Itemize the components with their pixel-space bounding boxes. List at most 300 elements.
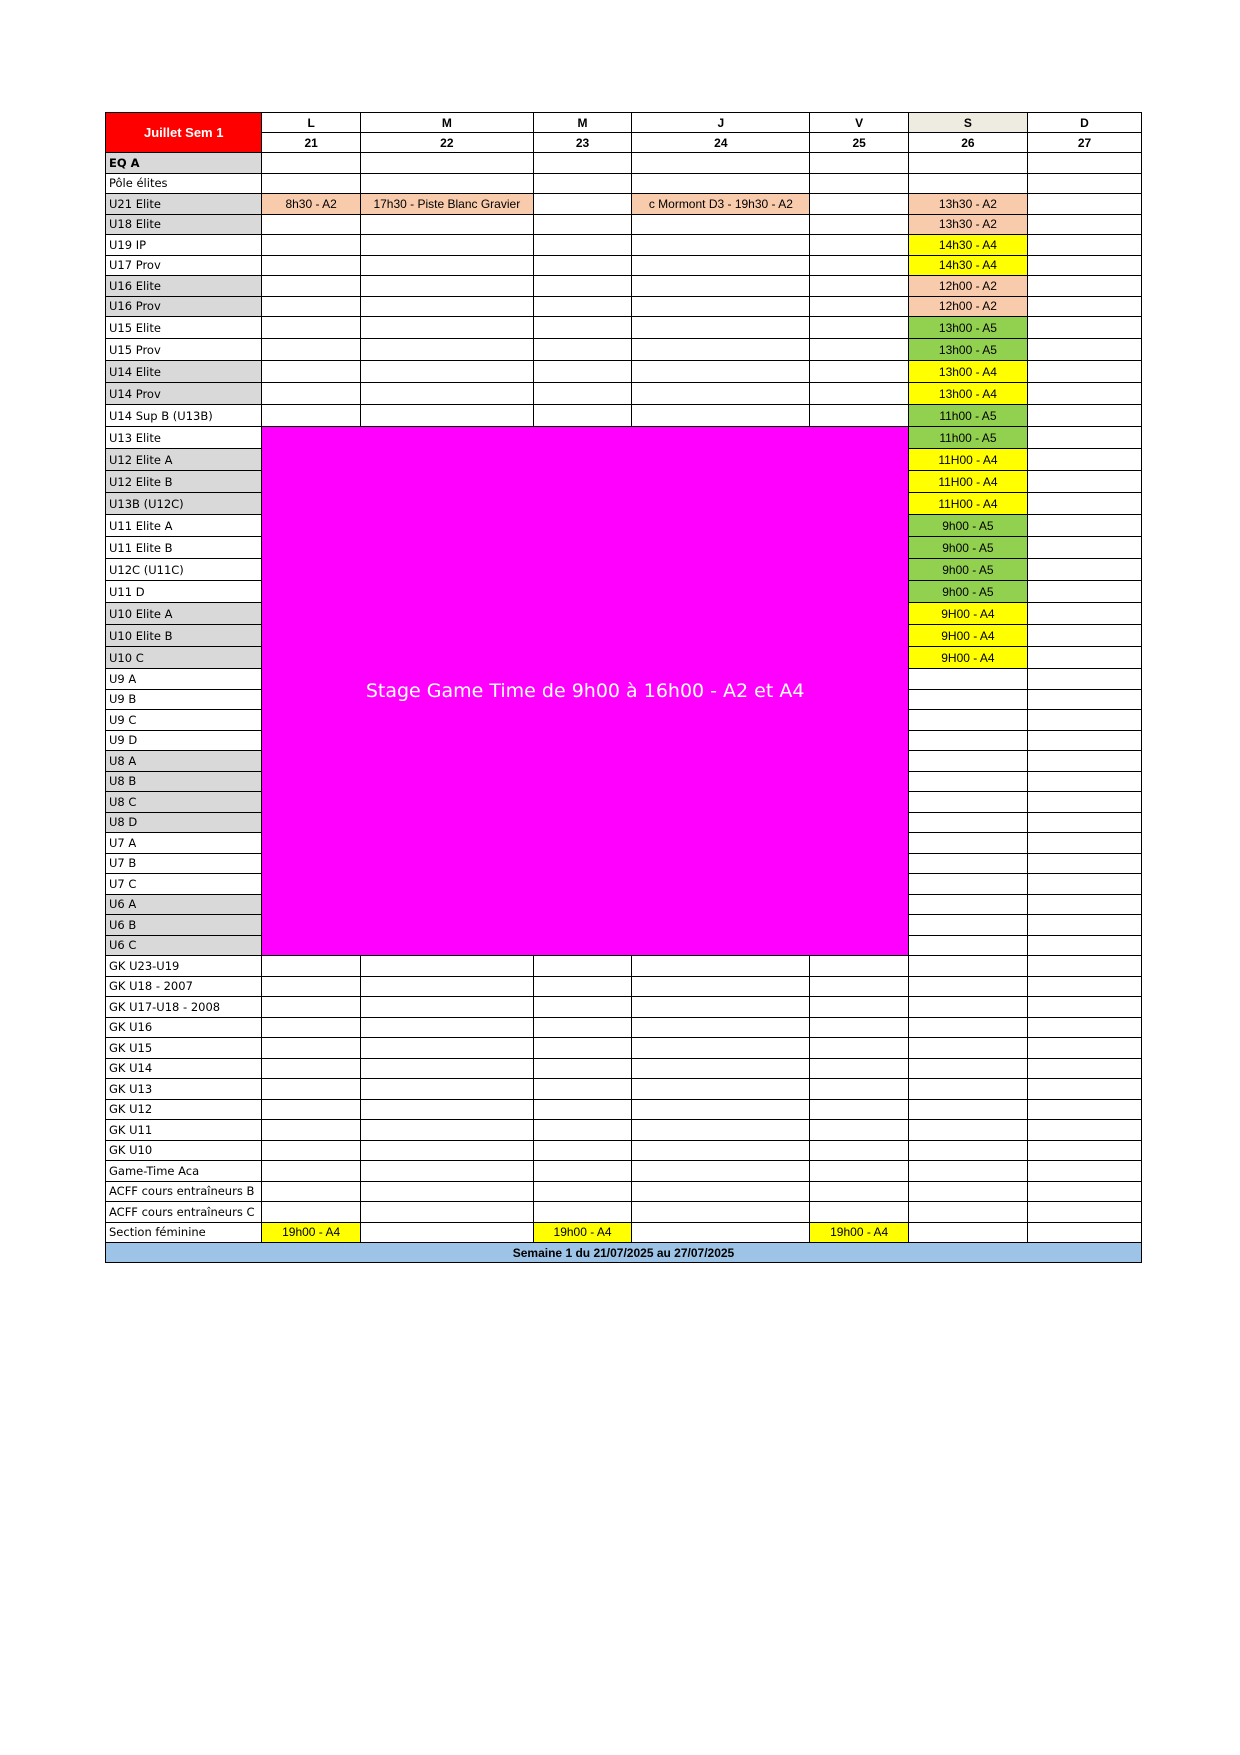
team-name: GK U18 - 2007 bbox=[106, 976, 262, 997]
table-row bbox=[106, 214, 1142, 235]
table-row bbox=[106, 1120, 1142, 1141]
empty-cell bbox=[810, 1038, 908, 1059]
empty-cell bbox=[360, 1140, 533, 1161]
empty-cell bbox=[810, 194, 908, 215]
team-name: U17 Prov bbox=[106, 255, 262, 276]
schedule-slot: 8h30 - A2 bbox=[262, 194, 360, 215]
empty-cell bbox=[533, 214, 631, 235]
day-letter: L bbox=[262, 113, 360, 133]
team-name: U10 C bbox=[106, 647, 262, 669]
empty-cell bbox=[908, 1017, 1027, 1038]
empty-cell bbox=[262, 339, 360, 361]
table-row bbox=[106, 153, 1142, 174]
table-row bbox=[106, 1017, 1142, 1038]
empty-cell bbox=[810, 1181, 908, 1202]
empty-cell bbox=[810, 383, 908, 405]
empty-cell bbox=[533, 956, 631, 977]
empty-cell bbox=[908, 997, 1027, 1018]
empty-cell bbox=[1027, 1017, 1141, 1038]
empty-cell bbox=[1027, 339, 1141, 361]
empty-cell bbox=[1027, 1099, 1141, 1120]
table-row bbox=[106, 405, 1142, 427]
sheet-title: Juillet Sem 1 bbox=[106, 113, 262, 153]
empty-cell bbox=[1027, 1202, 1141, 1223]
schedule-slot: 9h00 - A5 bbox=[908, 537, 1027, 559]
empty-cell bbox=[262, 1161, 360, 1182]
team-name: U15 Prov bbox=[106, 339, 262, 361]
schedule-slot: 13h00 - A5 bbox=[908, 339, 1027, 361]
empty-cell bbox=[632, 1181, 810, 1202]
schedule-slot: 12h00 - A2 bbox=[908, 296, 1027, 317]
day-number: 23 bbox=[533, 133, 631, 153]
table-row bbox=[106, 1099, 1142, 1120]
empty-cell bbox=[632, 976, 810, 997]
team-name: ACFF cours entraîneurs B bbox=[106, 1181, 262, 1202]
empty-cell bbox=[262, 153, 360, 174]
empty-cell bbox=[632, 383, 810, 405]
empty-cell bbox=[533, 235, 631, 256]
empty-cell bbox=[908, 1038, 1027, 1059]
team-name: U15 Elite bbox=[106, 317, 262, 339]
empty-cell bbox=[908, 710, 1027, 731]
empty-cell bbox=[632, 1058, 810, 1079]
empty-cell bbox=[360, 1202, 533, 1223]
empty-cell bbox=[810, 1079, 908, 1100]
empty-cell bbox=[1027, 276, 1141, 297]
empty-cell bbox=[533, 976, 631, 997]
empty-cell bbox=[1027, 471, 1141, 493]
table-row bbox=[106, 255, 1142, 276]
empty-cell bbox=[632, 1017, 810, 1038]
schedule-slot: c Mormont D3 - 19h30 - A2 bbox=[632, 194, 810, 215]
empty-cell bbox=[908, 1099, 1027, 1120]
empty-cell bbox=[360, 296, 533, 317]
empty-cell bbox=[810, 214, 908, 235]
team-name: U11 Elite B bbox=[106, 537, 262, 559]
empty-cell bbox=[908, 1202, 1027, 1223]
schedule-slot: 9h00 - A5 bbox=[908, 581, 1027, 603]
empty-cell bbox=[908, 153, 1027, 174]
empty-cell bbox=[360, 1079, 533, 1100]
empty-cell bbox=[810, 997, 908, 1018]
team-name: U6 B bbox=[106, 915, 262, 936]
day-letter: M bbox=[360, 113, 533, 133]
empty-cell bbox=[262, 1140, 360, 1161]
table-row bbox=[106, 1140, 1142, 1161]
empty-cell bbox=[262, 956, 360, 977]
table-row bbox=[106, 1058, 1142, 1079]
table-row bbox=[106, 956, 1142, 977]
empty-cell bbox=[632, 153, 810, 174]
schedule-slot: 13h00 - A4 bbox=[908, 383, 1027, 405]
empty-cell bbox=[908, 853, 1027, 874]
empty-cell bbox=[533, 383, 631, 405]
empty-cell bbox=[908, 730, 1027, 751]
empty-cell bbox=[632, 317, 810, 339]
empty-cell bbox=[1027, 689, 1141, 710]
empty-cell bbox=[1027, 581, 1141, 603]
schedule-slot: 9h00 - A5 bbox=[908, 559, 1027, 581]
empty-cell bbox=[632, 1202, 810, 1223]
team-name: U14 Prov bbox=[106, 383, 262, 405]
empty-cell bbox=[533, 1181, 631, 1202]
empty-cell bbox=[360, 1120, 533, 1141]
schedule-slot: 9h00 - A5 bbox=[908, 515, 1027, 537]
empty-cell bbox=[1027, 515, 1141, 537]
empty-cell bbox=[810, 173, 908, 194]
empty-cell bbox=[360, 235, 533, 256]
empty-cell bbox=[632, 1079, 810, 1100]
empty-cell bbox=[262, 405, 360, 427]
empty-cell bbox=[908, 1120, 1027, 1141]
team-name: EQ A bbox=[106, 153, 262, 174]
schedule-slot: 11H00 - A4 bbox=[908, 493, 1027, 515]
empty-cell bbox=[360, 361, 533, 383]
empty-cell bbox=[1027, 710, 1141, 731]
team-name: U16 Elite bbox=[106, 276, 262, 297]
table-row bbox=[106, 427, 1142, 449]
empty-cell bbox=[1027, 603, 1141, 625]
table-row bbox=[106, 976, 1142, 997]
team-name: U12C (U11C) bbox=[106, 559, 262, 581]
empty-cell bbox=[908, 935, 1027, 956]
empty-cell bbox=[632, 1140, 810, 1161]
empty-cell bbox=[810, 1120, 908, 1141]
empty-cell bbox=[533, 255, 631, 276]
schedule-slot: 13h00 - A5 bbox=[908, 317, 1027, 339]
empty-cell bbox=[1027, 751, 1141, 772]
empty-cell bbox=[533, 1202, 631, 1223]
empty-cell bbox=[810, 1140, 908, 1161]
empty-cell bbox=[908, 173, 1027, 194]
empty-cell bbox=[360, 214, 533, 235]
empty-cell bbox=[360, 1017, 533, 1038]
empty-cell bbox=[810, 1017, 908, 1038]
empty-cell bbox=[262, 214, 360, 235]
empty-cell bbox=[1027, 214, 1141, 235]
empty-cell bbox=[262, 235, 360, 256]
empty-cell bbox=[632, 956, 810, 977]
schedule-slot: 19h00 - A4 bbox=[810, 1222, 908, 1243]
table-row bbox=[106, 194, 1142, 215]
table-row bbox=[106, 1222, 1142, 1243]
team-name: U8 B bbox=[106, 771, 262, 792]
empty-cell bbox=[262, 173, 360, 194]
empty-cell bbox=[1027, 792, 1141, 813]
empty-cell bbox=[533, 276, 631, 297]
empty-cell bbox=[262, 1181, 360, 1202]
empty-cell bbox=[1027, 194, 1141, 215]
empty-cell bbox=[1027, 537, 1141, 559]
schedule-slot: 11H00 - A4 bbox=[908, 449, 1027, 471]
empty-cell bbox=[262, 1038, 360, 1059]
team-name: U8 A bbox=[106, 751, 262, 772]
empty-cell bbox=[360, 956, 533, 977]
day-letter: J bbox=[632, 113, 810, 133]
empty-cell bbox=[810, 317, 908, 339]
empty-cell bbox=[533, 1099, 631, 1120]
team-name: U18 Elite bbox=[106, 214, 262, 235]
empty-cell bbox=[632, 1161, 810, 1182]
team-name: GK U11 bbox=[106, 1120, 262, 1141]
table-row bbox=[106, 1181, 1142, 1202]
empty-cell bbox=[1027, 559, 1141, 581]
empty-cell bbox=[262, 997, 360, 1018]
empty-cell bbox=[908, 894, 1027, 915]
team-name: U7 C bbox=[106, 874, 262, 895]
empty-cell bbox=[360, 1099, 533, 1120]
team-name: U13B (U12C) bbox=[106, 493, 262, 515]
table-row bbox=[106, 296, 1142, 317]
empty-cell bbox=[360, 405, 533, 427]
empty-cell bbox=[533, 339, 631, 361]
table-row bbox=[106, 1079, 1142, 1100]
empty-cell bbox=[533, 317, 631, 339]
schedule-slot: 13h30 - A2 bbox=[908, 214, 1027, 235]
empty-cell bbox=[1027, 976, 1141, 997]
empty-cell bbox=[360, 1058, 533, 1079]
empty-cell bbox=[262, 383, 360, 405]
empty-cell bbox=[1027, 173, 1141, 194]
schedule-slot: 14h30 - A4 bbox=[908, 235, 1027, 256]
empty-cell bbox=[908, 689, 1027, 710]
empty-cell bbox=[908, 669, 1027, 690]
team-name: U14 Elite bbox=[106, 361, 262, 383]
empty-cell bbox=[908, 1161, 1027, 1182]
empty-cell bbox=[908, 771, 1027, 792]
empty-cell bbox=[908, 1058, 1027, 1079]
empty-cell bbox=[1027, 853, 1141, 874]
empty-cell bbox=[360, 1222, 533, 1243]
team-name: Pôle élites bbox=[106, 173, 262, 194]
empty-cell bbox=[810, 405, 908, 427]
empty-cell bbox=[533, 1038, 631, 1059]
empty-cell bbox=[632, 361, 810, 383]
empty-cell bbox=[632, 296, 810, 317]
empty-cell bbox=[360, 1038, 533, 1059]
empty-cell bbox=[360, 339, 533, 361]
empty-cell bbox=[533, 361, 631, 383]
empty-cell bbox=[533, 1017, 631, 1038]
empty-cell bbox=[1027, 361, 1141, 383]
team-name: Section féminine bbox=[106, 1222, 262, 1243]
schedule-slot: 11h00 - A5 bbox=[908, 405, 1027, 427]
empty-cell bbox=[533, 1140, 631, 1161]
empty-cell bbox=[1027, 1058, 1141, 1079]
day-letter: M bbox=[533, 113, 631, 133]
table-row bbox=[106, 317, 1142, 339]
team-name: U8 C bbox=[106, 792, 262, 813]
empty-cell bbox=[810, 361, 908, 383]
empty-cell bbox=[360, 976, 533, 997]
header-row-days bbox=[106, 113, 1142, 133]
team-name: GK U12 bbox=[106, 1099, 262, 1120]
empty-cell bbox=[1027, 1181, 1141, 1202]
schedule-table bbox=[105, 112, 1142, 1263]
empty-cell bbox=[1027, 771, 1141, 792]
empty-cell bbox=[632, 214, 810, 235]
team-name: U7 A bbox=[106, 833, 262, 854]
empty-cell bbox=[533, 1120, 631, 1141]
empty-cell bbox=[632, 405, 810, 427]
empty-cell bbox=[632, 1120, 810, 1141]
empty-cell bbox=[1027, 153, 1141, 174]
schedule-slot: 11h00 - A5 bbox=[908, 427, 1027, 449]
empty-cell bbox=[1027, 1038, 1141, 1059]
empty-cell bbox=[360, 173, 533, 194]
empty-cell bbox=[1027, 493, 1141, 515]
empty-cell bbox=[360, 997, 533, 1018]
table-row bbox=[106, 1202, 1142, 1223]
day-number: 25 bbox=[810, 133, 908, 153]
team-name: GK U23-U19 bbox=[106, 956, 262, 977]
day-letter: V bbox=[810, 113, 908, 133]
empty-cell bbox=[908, 1181, 1027, 1202]
empty-cell bbox=[632, 1099, 810, 1120]
schedule-slot: 11H00 - A4 bbox=[908, 471, 1027, 493]
team-name: GK U16 bbox=[106, 1017, 262, 1038]
schedule-slot: 13h00 - A4 bbox=[908, 361, 1027, 383]
empty-cell bbox=[533, 173, 631, 194]
empty-cell bbox=[533, 194, 631, 215]
empty-cell bbox=[1027, 427, 1141, 449]
empty-cell bbox=[360, 153, 533, 174]
empty-cell bbox=[1027, 894, 1141, 915]
team-name: GK U14 bbox=[106, 1058, 262, 1079]
empty-cell bbox=[810, 276, 908, 297]
empty-cell bbox=[533, 153, 631, 174]
table-row bbox=[106, 1038, 1142, 1059]
empty-cell bbox=[1027, 1222, 1141, 1243]
empty-cell bbox=[810, 153, 908, 174]
empty-cell bbox=[262, 1120, 360, 1141]
team-name: U8 D bbox=[106, 812, 262, 833]
team-name: U11 D bbox=[106, 581, 262, 603]
empty-cell bbox=[1027, 1140, 1141, 1161]
empty-cell bbox=[1027, 235, 1141, 256]
team-name: U12 Elite B bbox=[106, 471, 262, 493]
empty-cell bbox=[632, 173, 810, 194]
day-number: 24 bbox=[632, 133, 810, 153]
empty-cell bbox=[908, 792, 1027, 813]
team-name: GK U17-U18 - 2008 bbox=[106, 997, 262, 1018]
empty-cell bbox=[1027, 255, 1141, 276]
team-name: U10 Elite A bbox=[106, 603, 262, 625]
empty-cell bbox=[262, 361, 360, 383]
empty-cell bbox=[1027, 730, 1141, 751]
team-name: U14 Sup B (U13B) bbox=[106, 405, 262, 427]
empty-cell bbox=[908, 976, 1027, 997]
team-name: U9 A bbox=[106, 669, 262, 690]
team-name: GK U10 bbox=[106, 1140, 262, 1161]
day-number: 21 bbox=[262, 133, 360, 153]
empty-cell bbox=[262, 1099, 360, 1120]
empty-cell bbox=[360, 1161, 533, 1182]
empty-cell bbox=[1027, 449, 1141, 471]
empty-cell bbox=[632, 339, 810, 361]
stage-block: Stage Game Time de 9h00 à 16h00 - A2 et A4 bbox=[262, 427, 908, 956]
empty-cell bbox=[360, 276, 533, 297]
table-row bbox=[106, 997, 1142, 1018]
empty-cell bbox=[262, 276, 360, 297]
empty-cell bbox=[810, 1058, 908, 1079]
empty-cell bbox=[810, 1099, 908, 1120]
schedule-slot: 12h00 - A2 bbox=[908, 276, 1027, 297]
empty-cell bbox=[810, 255, 908, 276]
empty-cell bbox=[908, 1140, 1027, 1161]
table-row bbox=[106, 235, 1142, 256]
day-number: 27 bbox=[1027, 133, 1141, 153]
empty-cell bbox=[632, 1222, 810, 1243]
empty-cell bbox=[360, 383, 533, 405]
empty-cell bbox=[533, 296, 631, 317]
schedule-slot: 13h30 - A2 bbox=[908, 194, 1027, 215]
team-name: U6 A bbox=[106, 894, 262, 915]
team-name: U16 Prov bbox=[106, 296, 262, 317]
week-footer: Semaine 1 du 21/07/2025 au 27/07/2025 bbox=[106, 1243, 1142, 1263]
empty-cell bbox=[1027, 915, 1141, 936]
empty-cell bbox=[810, 956, 908, 977]
table-row bbox=[106, 1161, 1142, 1182]
empty-cell bbox=[1027, 997, 1141, 1018]
empty-cell bbox=[1027, 1161, 1141, 1182]
empty-cell bbox=[262, 296, 360, 317]
schedule-slot: 17h30 - Piste Blanc Gravier bbox=[360, 194, 533, 215]
team-name: U7 B bbox=[106, 853, 262, 874]
empty-cell bbox=[632, 235, 810, 256]
footer-row bbox=[106, 1243, 1142, 1263]
schedule-slot: 9H00 - A4 bbox=[908, 647, 1027, 669]
schedule-slot: 9H00 - A4 bbox=[908, 603, 1027, 625]
team-name: Game-Time Aca bbox=[106, 1161, 262, 1182]
empty-cell bbox=[262, 1017, 360, 1038]
empty-cell bbox=[810, 1202, 908, 1223]
empty-cell bbox=[262, 1079, 360, 1100]
empty-cell bbox=[1027, 812, 1141, 833]
schedule-slot: 19h00 - A4 bbox=[262, 1222, 360, 1243]
empty-cell bbox=[360, 255, 533, 276]
team-name: U11 Elite A bbox=[106, 515, 262, 537]
empty-cell bbox=[1027, 833, 1141, 854]
empty-cell bbox=[1027, 317, 1141, 339]
team-name: U10 Elite B bbox=[106, 625, 262, 647]
empty-cell bbox=[262, 1202, 360, 1223]
team-name: U9 B bbox=[106, 689, 262, 710]
empty-cell bbox=[810, 1161, 908, 1182]
empty-cell bbox=[1027, 647, 1141, 669]
empty-cell bbox=[1027, 935, 1141, 956]
schedule-slot: 14h30 - A4 bbox=[908, 255, 1027, 276]
empty-cell bbox=[533, 1161, 631, 1182]
empty-cell bbox=[908, 751, 1027, 772]
empty-cell bbox=[810, 976, 908, 997]
empty-cell bbox=[908, 1222, 1027, 1243]
team-name: U12 Elite A bbox=[106, 449, 262, 471]
empty-cell bbox=[533, 405, 631, 427]
day-number: 26 bbox=[908, 133, 1027, 153]
empty-cell bbox=[810, 235, 908, 256]
schedule-slot: 19h00 - A4 bbox=[533, 1222, 631, 1243]
empty-cell bbox=[262, 317, 360, 339]
empty-cell bbox=[1027, 405, 1141, 427]
empty-cell bbox=[908, 915, 1027, 936]
empty-cell bbox=[810, 339, 908, 361]
empty-cell bbox=[632, 255, 810, 276]
empty-cell bbox=[632, 1038, 810, 1059]
empty-cell bbox=[360, 317, 533, 339]
team-name: ACFF cours entraîneurs C bbox=[106, 1202, 262, 1223]
table-row bbox=[106, 173, 1142, 194]
